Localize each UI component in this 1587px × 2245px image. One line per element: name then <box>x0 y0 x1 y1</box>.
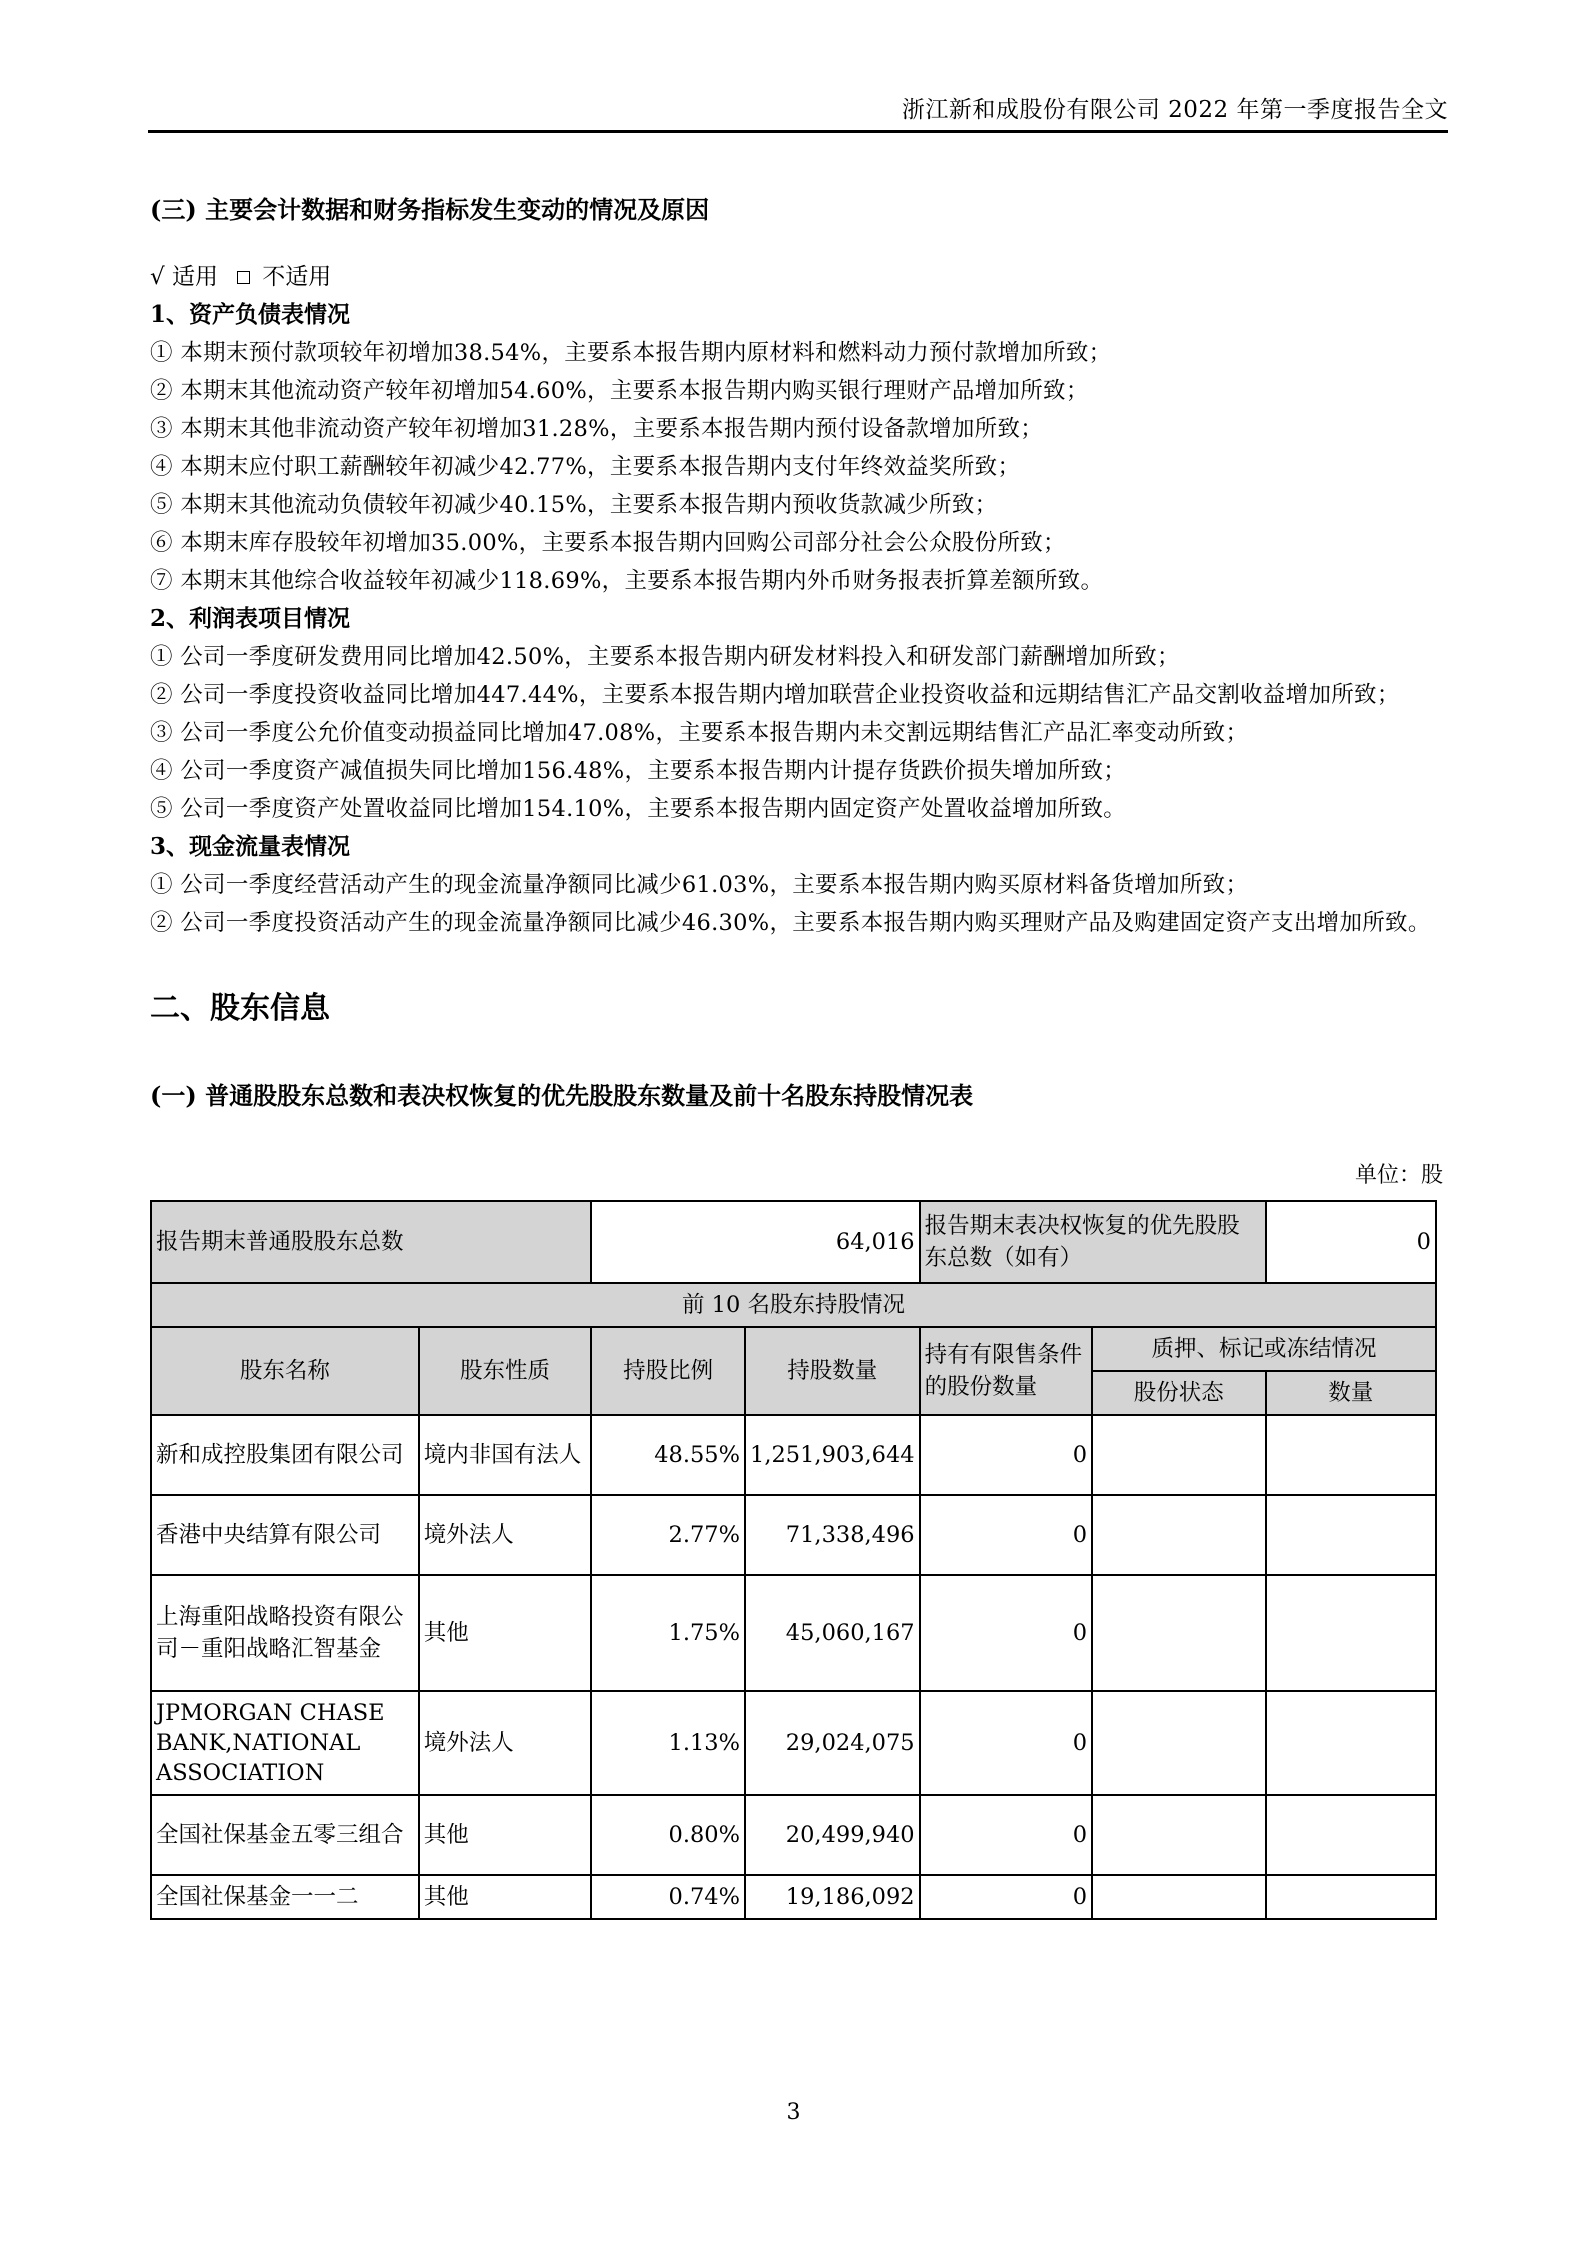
cell-restricted: 0 <box>920 1795 1092 1875</box>
cell-quantity: 1,251,903,644 <box>745 1415 920 1495</box>
cell-pledge-qty <box>1266 1875 1437 1919</box>
page-content <box>150 190 1445 1920</box>
cell-ratio: 48.55% <box>591 1415 745 1495</box>
section-title-changes: (三) 主要会计数据和财务指标发生变动的情况及原因 <box>150 195 710 224</box>
cell-quantity: 71,338,496 <box>745 1495 920 1575</box>
table-row <box>151 1691 1436 1795</box>
table-row <box>151 1575 1436 1691</box>
group-title: 2、利润表项目情况 <box>150 605 351 632</box>
cell-pledge-status <box>1092 1575 1265 1691</box>
col-header-nature: 股东性质 <box>419 1327 591 1415</box>
cell-nature: 其他 <box>419 1875 591 1919</box>
applicable-label: 适用 <box>171 264 218 290</box>
list-item: ③ 本期末其他非流动资产较年初增加31.28%，主要系本报告期内预付设备款增加所致； <box>150 416 1044 442</box>
cell-ratio: 0.80% <box>591 1795 745 1875</box>
table-title: (一) 普通股股东总数和表决权恢复的优先股股东数量及前十名股东持股情况表 <box>150 1081 974 1110</box>
cell-pledge-qty <box>1266 1691 1437 1795</box>
cell-pledge-qty <box>1266 1575 1437 1691</box>
col-header-ratio: 持股比例 <box>591 1327 745 1415</box>
list-item: ① 公司一季度研发费用同比增加42.50%，主要系本报告期内研发材料投入和研发部门薪酬增加所致； <box>150 644 1180 670</box>
cell-quantity: 19,186,092 <box>745 1875 920 1919</box>
cell-ratio: 1.75% <box>591 1575 745 1691</box>
not-applicable-label: 不适用 <box>262 264 332 290</box>
list-item: ① 公司一季度经营活动产生的现金流量净额同比减少61.03%，主要系本报告期内购买原材料备货增加所致； <box>150 872 1249 898</box>
cell-ratio: 2.77% <box>591 1495 745 1575</box>
list-item: ① 本期末预付款项较年初增加38.54%，主要系本报告期内原材料和燃料动力预付款增加所致； <box>150 340 1112 366</box>
col-header-pledge-qty: 数量 <box>1266 1371 1437 1415</box>
page-header <box>148 56 1448 133</box>
preferred-holders-value: 0 <box>1266 1201 1437 1283</box>
common-holders-value: 64,016 <box>591 1201 919 1283</box>
common-holders-label: 报告期末普通股股东总数 <box>151 1201 591 1283</box>
cell-name: JPMORGAN CHASE BANK,NATIONAL ASSOCIATION <box>151 1691 419 1795</box>
document-title: 浙江新和成股份有限公司 2022 年第一季度报告全文 <box>901 97 1448 123</box>
cell-nature: 其他 <box>419 1795 591 1875</box>
col-header-pledge-status: 股份状态 <box>1092 1371 1265 1415</box>
col-header-name: 股东名称 <box>151 1327 419 1415</box>
cell-name: 全国社保基金一一二 <box>151 1875 419 1919</box>
cell-restricted: 0 <box>920 1691 1092 1795</box>
group-title: 3、现金流量表情况 <box>150 833 351 860</box>
cell-pledge-status <box>1092 1415 1265 1495</box>
list-item: ⑥ 本期末库存股较年初增加35.00%，主要系本报告期内回购公司部分社会公众股份所致； <box>150 530 1066 556</box>
list-item: ④ 公司一季度资产减值损失同比增加156.48%，主要系本报告期内计提存货跌价损失增加所致； <box>150 758 1127 784</box>
cell-restricted: 0 <box>920 1575 1092 1691</box>
empty-checkbox-icon <box>237 271 250 284</box>
unit-label: 单位：股 <box>1354 1163 1443 1188</box>
balance-sheet-group <box>150 296 1445 600</box>
list-item: ③ 公司一季度公允价值变动损益同比增加47.08%，主要系本报告期内未交割远期结售汇产品汇率变动所致； <box>150 720 1249 746</box>
page-number: 3 <box>786 2100 801 2125</box>
income-statement-group <box>150 600 1445 828</box>
cell-pledge-qty <box>1266 1495 1437 1575</box>
col-header-restricted: 持有有限售条件的股份数量 <box>920 1327 1092 1415</box>
table-row <box>151 1415 1436 1495</box>
check-mark-icon: √ <box>150 264 165 290</box>
top10-title: 前 10 名股东持股情况 <box>151 1283 1436 1327</box>
cell-pledge-qty <box>1266 1795 1437 1875</box>
cell-nature: 其他 <box>419 1575 591 1691</box>
cell-name: 新和成控股集团有限公司 <box>151 1415 419 1495</box>
cell-pledge-status <box>1092 1795 1265 1875</box>
list-item: ⑦ 本期末其他综合收益较年初减少118.69%，主要系本报告期内外币财务报表折算差额所致。 <box>150 568 1104 594</box>
preferred-holders-label: 报告期末表决权恢复的优先股股东总数（如有） <box>920 1201 1266 1283</box>
cell-nature: 境外法人 <box>419 1495 591 1575</box>
summary-row <box>151 1201 1436 1283</box>
list-item: ② 公司一季度投资活动产生的现金流量净额同比减少46.30%，主要系本报告期内购买理财产品及购建固定资产支出增加所致。 <box>150 910 1431 936</box>
table-row <box>151 1795 1436 1875</box>
cell-ratio: 1.13% <box>591 1691 745 1795</box>
list-item: ② 本期末其他流动资产较年初增加54.60%，主要系本报告期内购买银行理财产品增加所致； <box>150 378 1089 404</box>
header-row <box>151 1327 1436 1371</box>
table-row <box>151 1875 1436 1919</box>
cell-quantity: 20,499,940 <box>745 1795 920 1875</box>
list-item: ⑤ 本期末其他流动负债较年初减少40.15%，主要系本报告期内预收货款减少所致； <box>150 492 998 518</box>
list-item: ④ 本期末应付职工薪酬较年初减少42.77%，主要系本报告期内支付年终效益奖所致； <box>150 454 1021 480</box>
section-title-shareholders: 二、股东信息 <box>150 991 330 1026</box>
col-header-pledge-group: 质押、标记或冻结情况 <box>1092 1327 1436 1371</box>
cell-name: 上海重阳战略投资有限公司－重阳战略汇智基金 <box>151 1575 419 1691</box>
top10-title-row <box>151 1283 1436 1327</box>
list-item: ⑤ 公司一季度资产处置收益同比增加154.10%，主要系本报告期内固定资产处置收益增加所致。 <box>150 796 1127 822</box>
cell-nature: 境外法人 <box>419 1691 591 1795</box>
shareholders-table <box>150 1200 1437 1920</box>
cell-name: 香港中央结算有限公司 <box>151 1495 419 1575</box>
cell-pledge-status <box>1092 1875 1265 1919</box>
cell-quantity: 29,024,075 <box>745 1691 920 1795</box>
col-header-quantity: 持股数量 <box>745 1327 920 1415</box>
list-item: ② 公司一季度投资收益同比增加447.44%，主要系本报告期内增加联营企业投资收益和远期结售汇产品交割收益增加所致； <box>150 682 1400 708</box>
cell-pledge-status <box>1092 1691 1265 1795</box>
cash-flow-group <box>150 828 1445 942</box>
cell-name: 全国社保基金五零三组合 <box>151 1795 419 1875</box>
cell-ratio: 0.74% <box>591 1875 745 1919</box>
cell-restricted: 0 <box>920 1415 1092 1495</box>
table-row <box>151 1495 1436 1575</box>
cell-pledge-qty <box>1266 1415 1437 1495</box>
cell-restricted: 0 <box>920 1495 1092 1575</box>
cell-restricted: 0 <box>920 1875 1092 1919</box>
cell-quantity: 45,060,167 <box>745 1575 920 1691</box>
applicability-indicator <box>150 258 1445 296</box>
cell-pledge-status <box>1092 1495 1265 1575</box>
group-title: 1、资产负债表情况 <box>150 301 351 328</box>
cell-nature: 境内非国有法人 <box>419 1415 591 1495</box>
